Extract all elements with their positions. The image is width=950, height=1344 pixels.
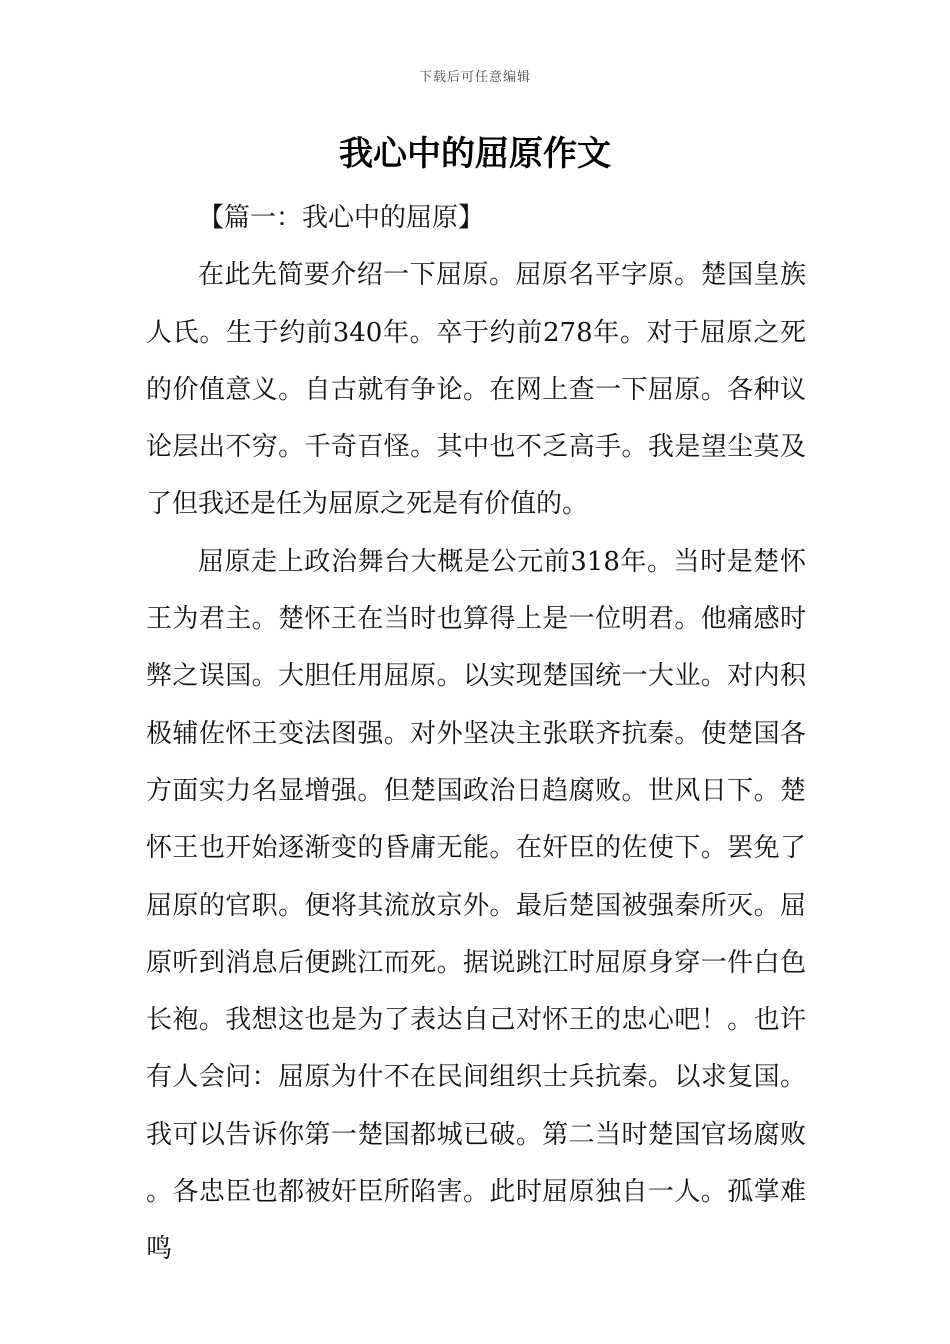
section-heading: 【篇一：我心中的屈原】: [198, 203, 485, 233]
page-title: 我心中的屈原作文: [339, 134, 611, 174]
paragraph-intro: 在此先简要介绍一下屈原。屈原名平字原。楚国皇族人氏。生于约前340年。卒于约前278年。对于屈原之死的价值意义。自古就有争论。在网上查一下屈原。各种议论层出不穷。千奇百怪。其中也不乏高手。我是望尘莫及了但我还是任为屈原之死是有价值的。: [146, 260, 806, 520]
essay-body: [146, 190, 806, 1279]
header-note: 下载后可任意编辑: [418, 70, 531, 85]
paragraph-history: 屈原走上政治舞台大概是公元前318年。当时是楚怀王为君主。楚怀王在当时也算得上是一位明君。他痛感时弊之误国。大胆任用屈原。以实现楚国统一大业。对内积极辅佐怀王变法图强。对外坚决主张联齐抗秦。使楚国各方面实力名显增强。但楚国政治日趋腐败。世风日下。楚怀王也开始逐渐变的昏庸无能。在奸臣的佐使下。罢免了屈原的官职。便将其流放京外。最后楚国被强秦所灭。屈原听到消息后便跳江而死。据说跳江时屈原身穿一件白色长袍。我想这也是为了表达自己对怀王的忠心吧！。也许有人会问：屈原为什不在民间组织士兵抗秦。以求复国。我可以告诉你第一楚国都城已破。第二当时楚国官场腐败。各忠臣也都被奸臣所陷害。此时屈原独自一人。孤掌难鸣: [146, 546, 806, 1265]
